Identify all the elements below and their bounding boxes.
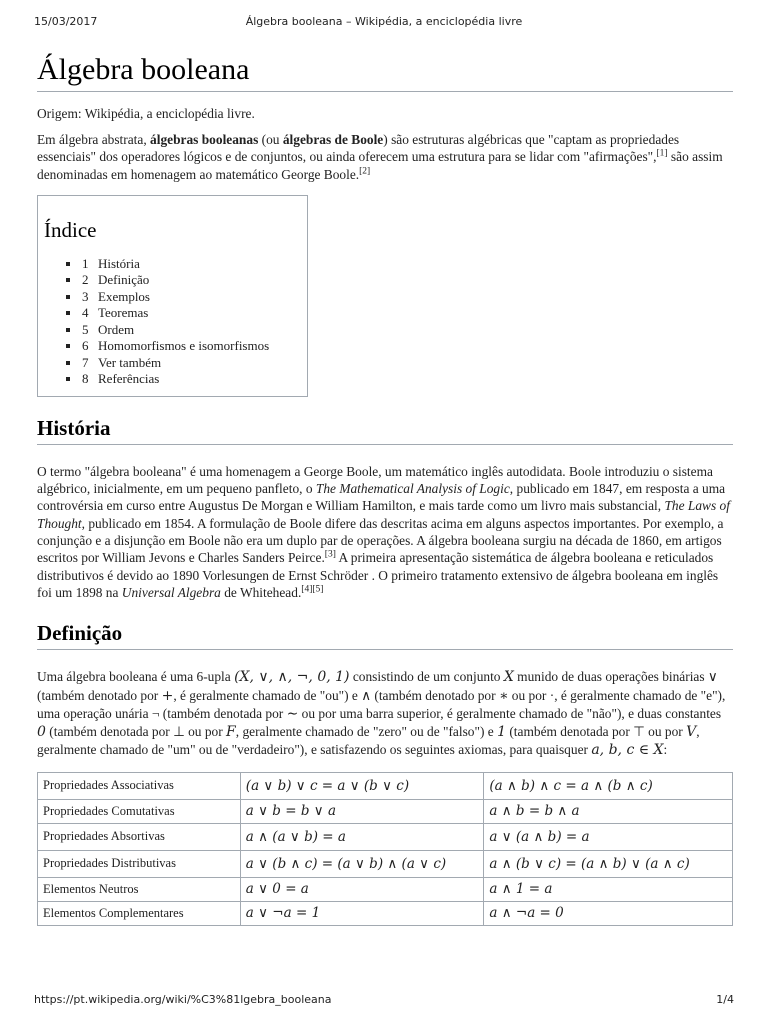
- def-text-4: , é geralmente chamado de "ou") e ∧ (também denotado por: [173, 687, 499, 703]
- intro-paragraph: [37, 131, 733, 183]
- axiom-formula-or: a ∨ 0 = a: [240, 877, 484, 901]
- toc-label: Exemplos: [98, 288, 150, 304]
- def-text-11: :: [663, 742, 668, 758]
- toc-item-ordem[interactable]: [66, 322, 301, 339]
- historia-text-3: , publicado em 1854. A formulação de Boole difere das descritas acima em alguns aspectos importantes. Por exemplo, a conjunção e a disjunção em Boole não era um duplo par de operações. A álgebra booleana surgiu na década de 1860, em artigos escritos por William Jevons e Charles Sanders Peirce.: [37, 515, 724, 566]
- toc-item-teoremas[interactable]: [66, 305, 301, 322]
- historia-italic-3: Universal Algebra: [121, 584, 221, 600]
- print-date: 15/03/2017: [34, 15, 98, 28]
- toc-item-historia[interactable]: [66, 256, 301, 273]
- toc-item-homomorfismos[interactable]: [66, 338, 301, 355]
- toc-label: Ver também: [98, 354, 162, 370]
- table-row: [38, 901, 733, 925]
- math-f: F: [226, 724, 236, 741]
- axiom-formula-and: (a ∧ b) ∧ c = a ∧ (b ∧ c): [484, 772, 733, 799]
- math-tuple: (X, ∨, ∧, ¬, 0, 1): [234, 669, 350, 686]
- bullet-icon: [66, 361, 70, 365]
- toc-number: 2: [82, 272, 89, 288]
- toc-item-exemplos[interactable]: [66, 289, 301, 306]
- ref-3-link[interactable]: [3]: [324, 549, 336, 560]
- def-text-7: (também denotada por ⊥ ou por: [45, 724, 227, 740]
- historia-text-4: A primeira apresentação sistemática de álgebra booleana e reticulados distributivos é devido ao 1890 Vorlesungen de Ernst Schröder . O primeiro tratamento extensivo de álgebra booleana em inglês foi um 1898 na: [37, 550, 719, 600]
- print-page-title: Álgebra booleana – Wikipédia, a enciclopédia livre: [245, 15, 523, 28]
- toc-item-definicao[interactable]: [66, 272, 301, 289]
- toc-title: Índice: [44, 217, 97, 242]
- definicao-paragraph: [37, 668, 733, 759]
- toc-label: Referências: [98, 371, 160, 387]
- toc-item-ver-tambem[interactable]: [66, 355, 301, 372]
- intro-text-3: ) são estruturas algébricas que "captam as propriedades essenciais" dos operadores lógicos e de conjuntos, ou ainda oferecem uma estrutura para se lidar com "afirmações",: [37, 132, 680, 165]
- toc-number: 3: [82, 288, 89, 304]
- toc-label: História: [98, 255, 140, 271]
- axiom-name: Propriedades Distributivas: [38, 850, 241, 877]
- def-text-10: , geralmente chamado de "um" ou de "verdadeiro"), e satisfazendo os seguintes axiomas, para quaisquer: [37, 724, 700, 758]
- math-one: 1: [497, 724, 506, 741]
- toc-number: 8: [82, 371, 89, 387]
- math-zero: 0: [37, 724, 46, 741]
- ref-2-link[interactable]: [2]: [359, 166, 371, 177]
- ref-1-link[interactable]: [1]: [656, 148, 668, 159]
- section-heading-historia: História: [37, 414, 733, 445]
- toc-list: [66, 256, 301, 388]
- toc-number: 7: [82, 354, 89, 370]
- bullet-icon: [66, 377, 70, 381]
- def-text-6: ou por uma barra superior, é geralmente chamado de "não"), e duas constantes: [298, 705, 722, 721]
- bullet-icon: [66, 344, 70, 348]
- page-title: Álgebra booleana: [37, 50, 733, 92]
- print-header: [0, 15, 768, 31]
- intro-bold-1: álgebras booleanas: [150, 132, 259, 147]
- print-page-number: 1/4: [716, 993, 734, 1006]
- bullet-icon: [66, 328, 70, 332]
- math-tilde: ∼: [286, 705, 299, 722]
- toc-item-referencias[interactable]: [66, 371, 301, 388]
- math-star: ∗: [498, 687, 509, 704]
- axiom-formula-or: (a ∨ b) ∨ c = a ∨ (b ∨ c): [240, 772, 484, 799]
- toc-label: Teoremas: [98, 305, 149, 321]
- historia-body: [37, 463, 733, 601]
- axiom-formula-or: a ∧ (a ∨ b) = a: [240, 823, 484, 850]
- origin-line: Origem: Wikipédia, a enciclopédia livre.: [37, 106, 255, 121]
- axiom-formula-or: a ∨ ¬a = 1: [240, 901, 484, 925]
- axiom-name: Elementos Neutros: [38, 877, 241, 901]
- bullet-icon: [66, 278, 70, 282]
- ref-4-5-link[interactable]: [4][5]: [301, 584, 324, 595]
- def-text-1: Uma álgebra booleana é uma 6-upla: [37, 669, 235, 685]
- table-row: [38, 877, 733, 901]
- axiom-formula-and: a ∧ b = b ∧ a: [484, 799, 733, 823]
- bullet-icon: [66, 311, 70, 315]
- axiom-name: Propriedades Associativas: [38, 772, 241, 799]
- historia-italic-1: The Mathematical Analysis of Logic: [315, 481, 510, 497]
- toc-number: 5: [82, 321, 89, 337]
- print-footer: [0, 993, 768, 1009]
- intro-text-2: (ou: [258, 132, 283, 147]
- toc-number: 6: [82, 338, 89, 354]
- math-plus: +: [161, 687, 174, 704]
- table-of-contents: [37, 195, 308, 397]
- def-text-8: , geralmente chamado de "zero" ou de "falso") e: [235, 724, 498, 740]
- historia-text-5: de Whitehead.: [220, 584, 302, 600]
- definicao-body: [37, 668, 733, 759]
- axiom-name: Propriedades Comutativas: [38, 799, 241, 823]
- toc-label: Definição: [98, 272, 150, 288]
- table-row: [38, 823, 733, 850]
- bullet-icon: [66, 262, 70, 266]
- math-set-x: X: [503, 669, 514, 686]
- table-row: [38, 772, 733, 799]
- historia-italic-2: The Laws of Thought: [37, 498, 730, 531]
- toc-number: 1: [82, 255, 89, 271]
- toc-label: Homomorfismos e isomorfismos: [98, 338, 270, 354]
- toc-number: 4: [82, 305, 89, 321]
- axiom-formula-and: a ∧ 1 = a: [484, 877, 733, 901]
- axiom-name: Elementos Complementares: [38, 901, 241, 925]
- article-content: [37, 50, 733, 926]
- toc-label: Ordem: [98, 321, 135, 337]
- axiom-formula-or: a ∨ b = b ∨ a: [240, 799, 484, 823]
- def-text-9: (também denotada por ⊤ ou por: [505, 724, 687, 740]
- intro-text-1: Em álgebra abstrata,: [37, 132, 151, 147]
- axiom-formula-and: a ∨ (a ∧ b) = a: [484, 823, 733, 850]
- math-abc: a, b, c ∈ X: [591, 742, 664, 759]
- axiom-formula-and: a ∧ (b ∨ c) = (a ∧ b) ∨ (a ∧ c): [484, 850, 733, 877]
- def-text-2: consistindo de um conjunto: [349, 669, 504, 685]
- def-text-3: munido de duas operações binárias ∨ (também denotado por: [37, 669, 718, 703]
- historia-text-1: O termo "álgebra booleana" é uma homenagem a George Boole, um matemático inglês autodidata. Boole introduziu o sistema algébrico, inicialmente, em um pequeno panfleto, o: [37, 463, 713, 497]
- math-v: V: [686, 724, 697, 741]
- table-row: [38, 850, 733, 877]
- table-row: [38, 799, 733, 823]
- intro-bold-2: álgebras de Boole: [282, 132, 384, 147]
- axiom-name: Propriedades Absortivas: [38, 823, 241, 850]
- section-heading-definicao: Definição: [37, 619, 733, 650]
- axiom-formula-or: a ∨ (b ∧ c) = (a ∨ b) ∧ (a ∨ c): [240, 850, 484, 877]
- axioms-table: [37, 772, 733, 926]
- historia-paragraph: [37, 463, 733, 601]
- axiom-formula-and: a ∧ ¬a = 0: [484, 901, 733, 925]
- print-url: https://pt.wikipedia.org/wiki/%C3%81lgebra_booleana: [34, 993, 332, 1006]
- bullet-icon: [66, 295, 70, 299]
- historia-text-2: , publicado em 1847, em resposta a uma controvérsia em curso entre Augustus De Morgan e William Hamilton, e mais tarde como um livro mais substancial,: [37, 481, 726, 514]
- intro-text-4: são assim denominadas em homenagem ao matemático George Boole.: [37, 149, 723, 182]
- def-text-5: ou por ·, é geralmente chamado de "e"), uma operação unária ¬ (também denotada por: [37, 687, 726, 721]
